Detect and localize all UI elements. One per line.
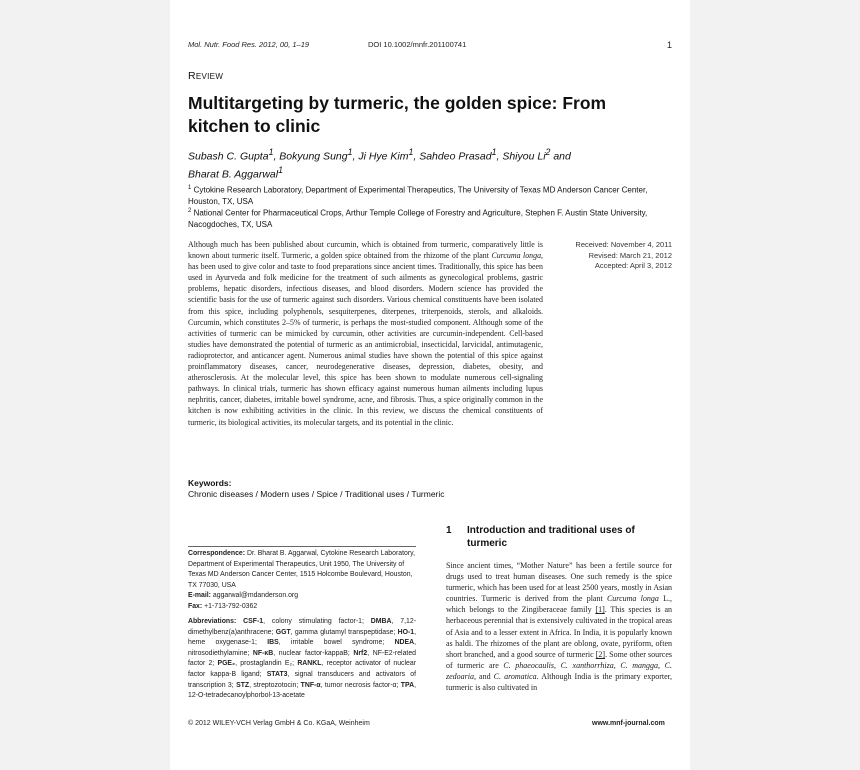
abbreviation-term: CSF-1 bbox=[243, 618, 264, 625]
abbreviation-term: STAT3 bbox=[266, 670, 288, 678]
abbreviation-term: STZ bbox=[236, 681, 250, 689]
reference-link[interactable]: [2] bbox=[595, 649, 606, 659]
page-number: 1 bbox=[667, 40, 673, 50]
author[interactable]: Shiyou Li bbox=[502, 150, 546, 163]
email-link[interactable]: aggarwal@mdanderson.org bbox=[212, 592, 299, 600]
abbreviation-definition: , tumor necrosis factor-α; bbox=[320, 681, 401, 689]
journal-website[interactable]: www.mnf-journal.com bbox=[592, 720, 665, 727]
abbreviation-term: IBS bbox=[267, 639, 279, 647]
journal-citation: Mol. Nutr. Food Res. 2012, 00, 1–19 bbox=[188, 40, 310, 49]
copyright: © 2012 WILEY-VCH Verlag GmbH & Co. KGaA, Weinheim bbox=[188, 720, 370, 727]
abbreviation-definition: , colony stimulating factor-1; bbox=[263, 618, 371, 625]
abbreviation-term: GGT bbox=[275, 628, 291, 636]
correspondence-note: Correspondence: Dr. Bharat B. Aggarwal, Cytokine Research Laboratory, Department of Experimental Therapeutics, Unit 1950, The University of Texas MD Anderson Cancer Center, 1515 Holcombe Boulevard, Houston, TX 77030, USA E-mail: aggarwal@mdanderson.org Fax: +1-713-792-0362 bbox=[188, 550, 415, 610]
author[interactable]: Subash C. Gupta bbox=[188, 150, 269, 163]
abbreviation-definition: , nitrosodiethylamine; bbox=[188, 639, 417, 657]
abbreviation-definition: , 7,12-dimethylbenz(a)anthracene; bbox=[188, 618, 417, 636]
abbreviation-term: TPA bbox=[400, 681, 415, 689]
abbreviation-definition: , irritable bowel syndrome; bbox=[278, 639, 395, 647]
revised-date: Revised: March 21, 2012 bbox=[588, 250, 672, 260]
author[interactable]: Bharat B. Aggarwal bbox=[188, 168, 279, 180]
abbreviation-term: PGE₂ bbox=[217, 660, 236, 668]
species-name: Curcuma longa bbox=[491, 251, 542, 261]
abstract: Although much has been published about curcumin, which is obtained from turmeric, comparatively little is known about turmeric itself. Turmeric, a golden spice obtained from the rhizome of the plant Curcuma longa, has been used to give color and taste to food preparations since ancient times. Traditionally, this spice has been used in Ayurveda and folk medicine for the treatment of such ailments as gynecological problems, gastric problems, hepatic disorders, infectious diseases, and blood disorders. Modern science has provided the scientific basis for the use of turmeric against such disorders. Various chemical constituents have been isolated from this spice, including polyphenols, sesquiterpenes, diterpenes, triterpenoids, sterols, and alkaloids. Curcumin, which constitutes 2–5% of turmeric, is perhaps the most-studied component. Although some of the activities of turmeric can be mimicked by curcumin, other activities are curcumin-independent. Cell-based studies have demonstrated the potential of turmeric as an antimicrobial, insecticidal, larvicidal, antimutagenic, radioprotector, and anticancer agent. Numerous animal studies have shown the potential of this spice against proinflammatory diseases, cancer, neurodegenerative diseases, depression, diabetes, obesity, and atherosclerosis. At the molecular level, this spice has been shown to modulate numerous cell-signaling pathways. In clinical trials, turmeric has shown efficacy against numerous human ailments including lupus nephritis, cancer, diabetes, irritable bowel syndrome, acne, and fibrosis. Thus, a spice originally common in the kitchen is now exhibiting activities in the clinic. In this review, we discuss the chemical constituents of turmeric, its biological activities, its molecular targets, and its potential in the clinic. bbox=[188, 240, 543, 427]
abbreviation-definition: , signal transducers and activators of transcription 3; bbox=[188, 670, 416, 689]
abbreviation-term: HO-1 bbox=[397, 628, 415, 636]
author[interactable]: Sahdeo Prasad bbox=[419, 150, 492, 163]
author[interactable]: Bokyung Sung bbox=[279, 150, 348, 163]
section-title: Introduction and traditional uses of turmeric bbox=[467, 525, 635, 549]
author[interactable]: Ji Hye Kim bbox=[358, 150, 409, 163]
abbreviation-definition: , 12-O-tetradecanoylphorbol-13-acetate bbox=[188, 681, 416, 700]
keywords-label: Keywords: bbox=[188, 478, 232, 488]
abbreviations-note: Abbreviations: CSF-1, colony stimulating factor-1; DMBA, 7,12-dimethylbenz(a)anthracene; GGT, gamma glutamyl transpeptidase; HO-1, heme oxygenase-1; IBS, irritable bowel syndrome; NDEA, nitrosodiethylamine; NF-κB, nuclear factor-kappaB; Nrf2, NF-E2-related factor 2; PGE₂, prostaglandin E₂; RANKL, receptor activator of nuclear factor kappa-B ligand; STAT3, signal transducers and activators of transcription 3; STZ, streptozotocin; TNF-α, tumor necrosis factor-α; TPA, 12-O-tetradecanoylphorbol-13-acetate bbox=[188, 618, 417, 700]
author-list: Subash C. Gupta$^1$, Bokyung Sung$^1$, Ji Hye Kim$^1$, Sahdeo Prasad$^1$, Shiyou Li$^2$ and Bharat B. Aggarwal$^1$ bbox=[188, 147, 571, 180]
section-body: Since ancient times, “Mother Nature” has been a fertile source for drugs used to treat human diseases. One such remedy is the spice turmeric, which has been used for at least 2500 years, mostly in Asian countries. Turmeric is derived from the plant Curcuma longa L., which belongs to the Zingiberaceae family [1]. This species is an herbaceous perennial that is extensively cultivated in the tropical areas of Asia and to a lesser extent in Africa. In India, it is popularly known as haldi. The rhizomes of the plant are oblong, ovate, pyriform, often short branched, and a good source of turmeric [2]. Some other sources of turmeric are C. phaeocaulis, C. xanthorrhiza, C. mangga, C. zedoaria, and C. aromatica. Although India is the primary exporter, turmeric is also cultivated in bbox=[446, 561, 673, 693]
affiliation-2: $^2$ National Center for Pharmaceutical Crops, Arthur Temple College of Forestry and Agriculture, Stephen F. Austin State University, Nacogdoches, TX, USA bbox=[188, 208, 648, 229]
received-date: Received: November 4, 2011 bbox=[575, 240, 672, 249]
abbreviation-term: NF-κB bbox=[252, 649, 274, 657]
article-title: Multitargeting by turmeric, the golden spice: From kitchen to clinic bbox=[188, 93, 607, 136]
doi[interactable]: DOI 10.1002/mnfr.201100741 bbox=[368, 40, 467, 49]
abbreviation-definition: , heme oxygenase-1; bbox=[188, 628, 416, 647]
abbreviation-term: NDEA bbox=[394, 639, 415, 647]
keywords-list: Chronic diseases / Modern uses / Spice / Traditional uses / Turmeric bbox=[188, 489, 445, 499]
article-type: REVIEW bbox=[188, 70, 224, 82]
section-number: 1 bbox=[446, 525, 452, 536]
abbreviation-definition: , NF-E2-related factor 2; bbox=[188, 649, 416, 668]
abbreviation-term: RANKL bbox=[297, 660, 322, 668]
abbreviation-definition: , receptor activator of nuclear factor kappa-B ligand; bbox=[188, 660, 416, 678]
accepted-date: Accepted: April 3, 2012 bbox=[594, 261, 672, 270]
abbreviation-term: TNF-α bbox=[300, 681, 321, 689]
abbreviation-definition: , nuclear factor-kappaB; bbox=[273, 649, 354, 657]
affiliation-1: $^1$ Cytokine Research Laboratory, Department of Experimental Therapeutics, The University of Texas MD Anderson Cancer Center, Houston, TX, USA bbox=[188, 185, 648, 206]
abbreviation-definition: , gamma glutamyl transpeptidase; bbox=[290, 628, 398, 636]
abbreviation-definition: , prostaglandin E₂; bbox=[235, 660, 298, 668]
reference-link[interactable]: [1] bbox=[595, 605, 605, 615]
article-dates bbox=[560, 240, 672, 272]
abbreviation-definition: , streptozotocin; bbox=[249, 681, 301, 689]
abbreviation-term: Nrf2 bbox=[353, 649, 368, 657]
footnote-divider bbox=[188, 546, 416, 547]
abbreviation-term: DMBA bbox=[370, 618, 392, 625]
